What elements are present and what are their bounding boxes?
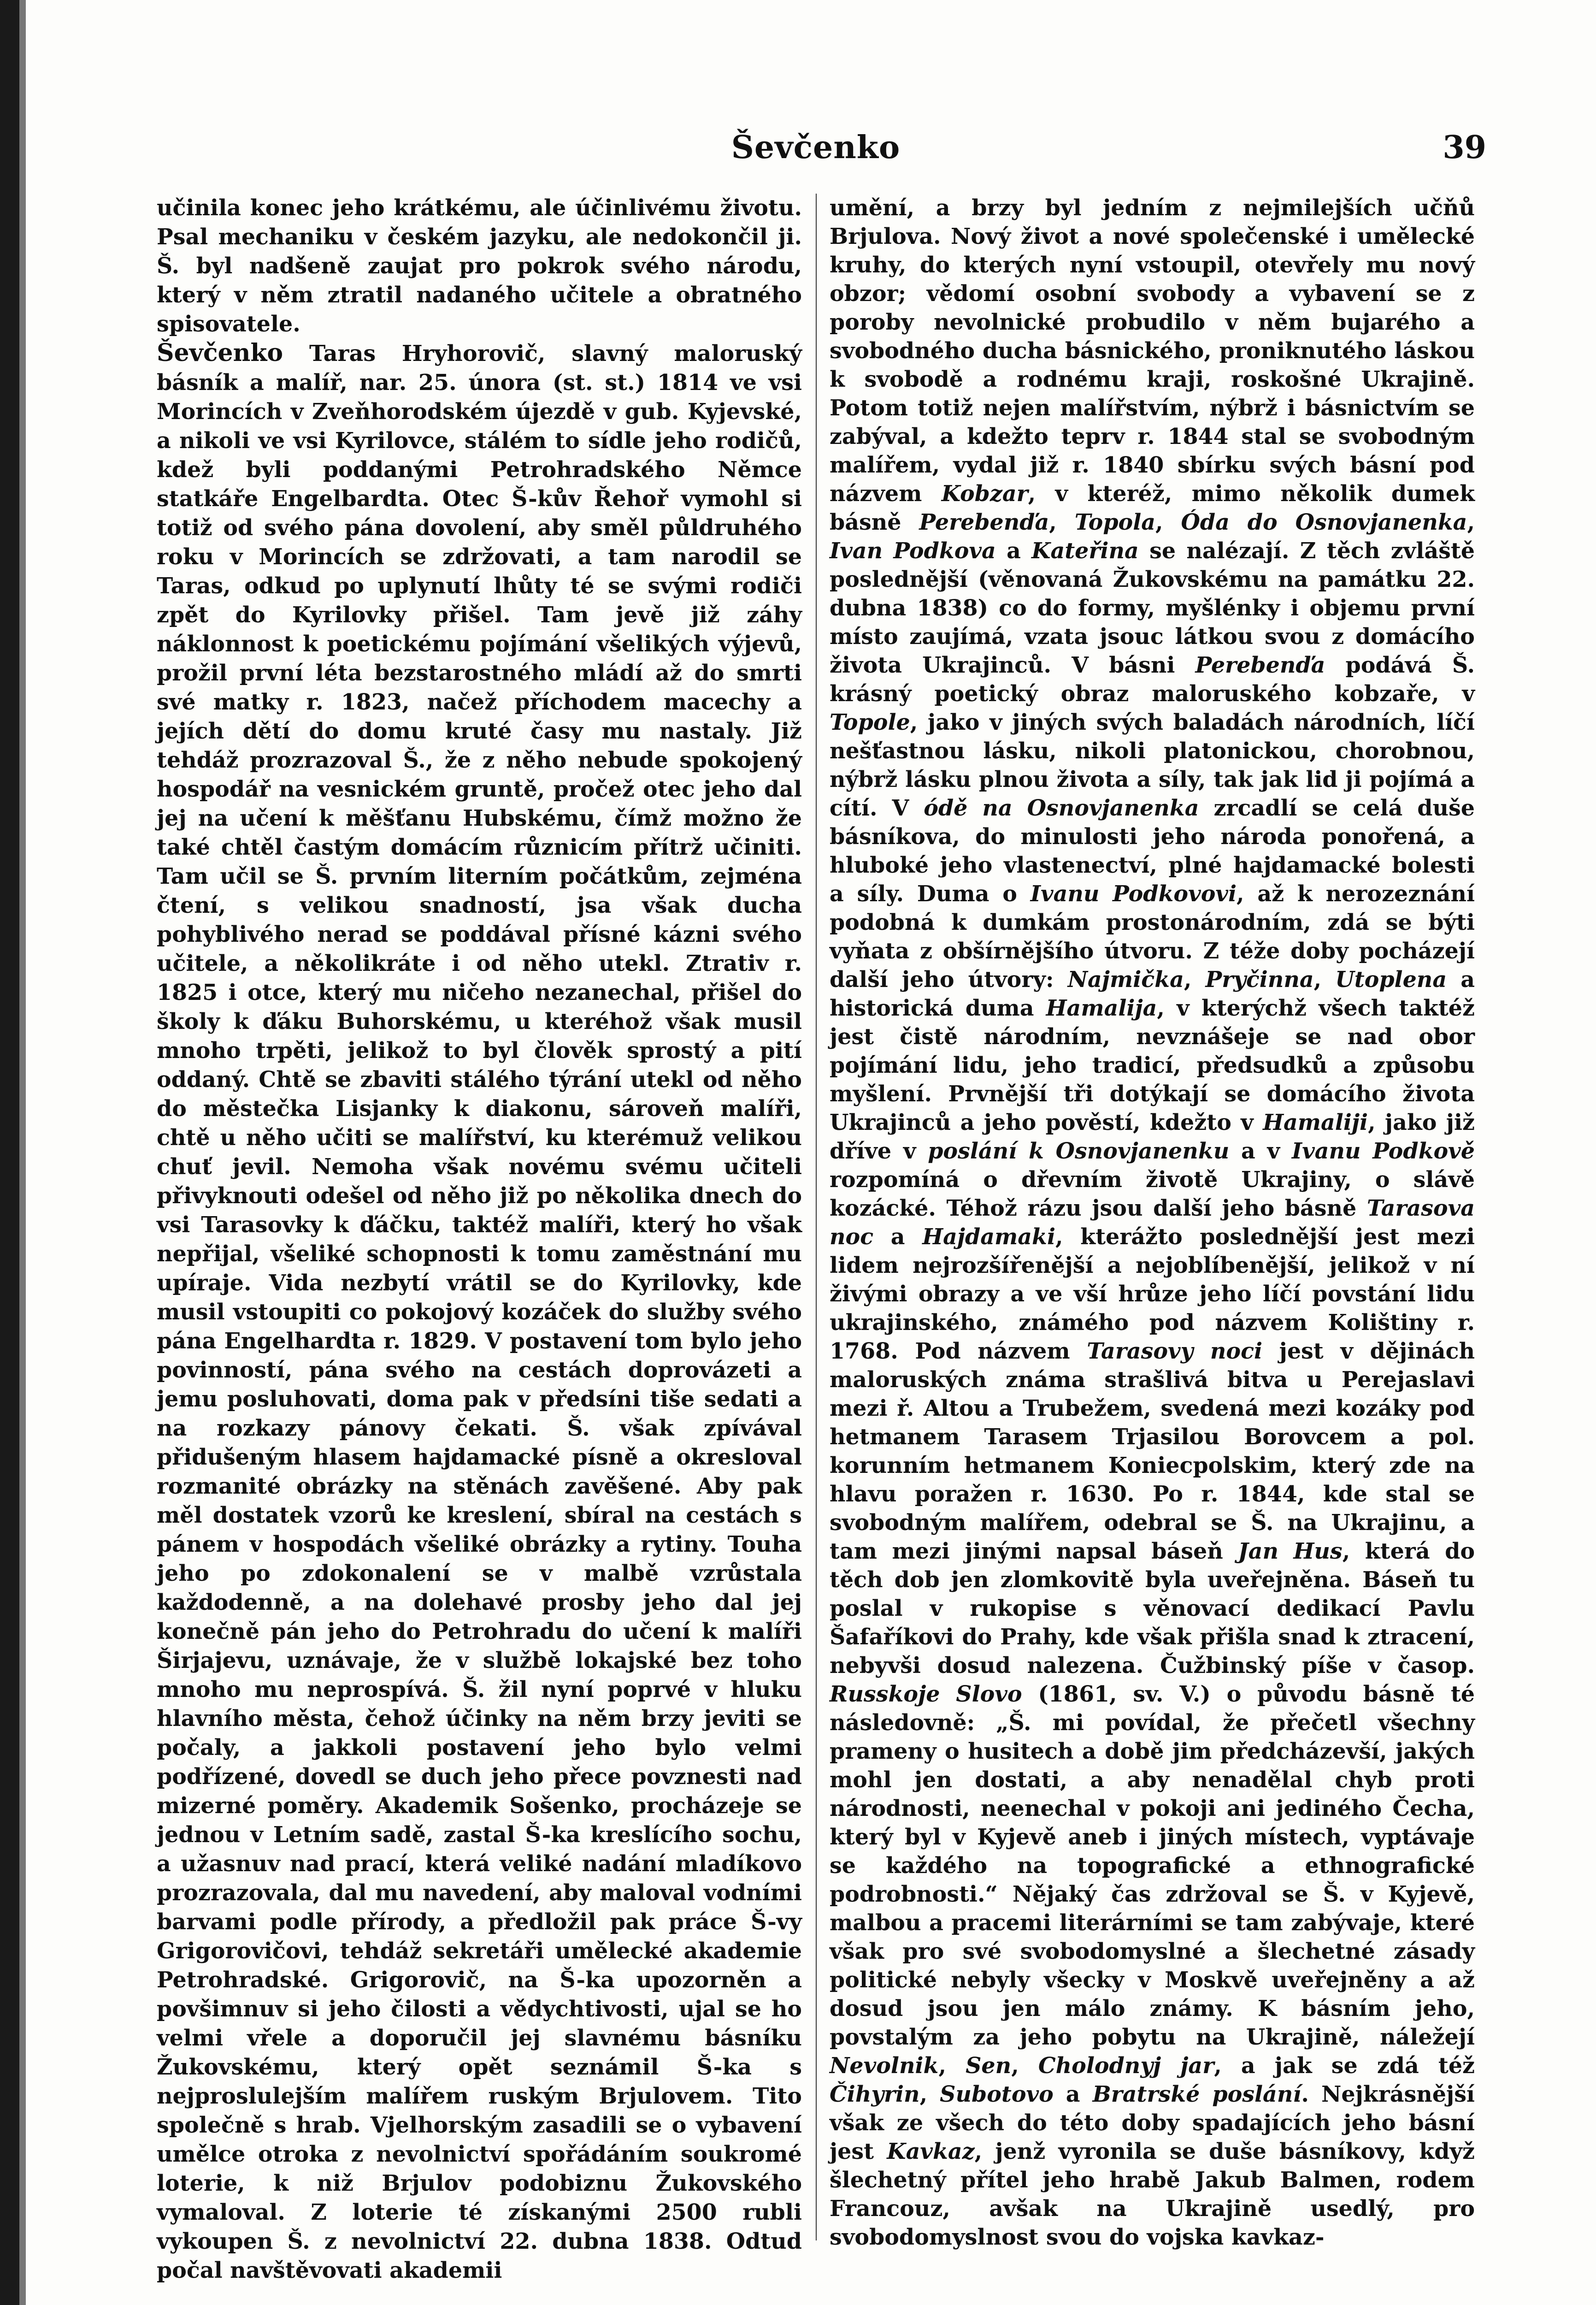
title-ivanu-podkove: Ivanu Podkově bbox=[1291, 1138, 1475, 1164]
text-run: zrcadlí se celá duše básníkova, do minulosti jeho národa ponořená, a hluboké jeho vlastenectví, plné hajdamacké bolesti a síly. Duma o bbox=[830, 795, 1475, 907]
text-columns bbox=[157, 194, 1475, 2283]
text-run: a historická duma bbox=[830, 967, 1475, 1021]
text-run: jest v dějinách maloruských známa strašlivá bitva u Perejaslavi mezi ř. Altou a Trubežem, svedená mezi kozáky pod hetmanem Tarasem Trjasilou Borovcem a pol. korunním hetmanem Koniecpolskim, který zde na hlavu poražen r. 1630. Po r. 1844, kde stal se svobodným malířem, odebral se Š. na Ukrajinu, a tam mezi jinými napsal báseň bbox=[830, 1338, 1475, 1564]
scan-binding-shadow bbox=[19, 0, 26, 2305]
title-ivanu-podkovovi: Ivanu Podkovovi bbox=[1030, 881, 1237, 907]
text-run: , bbox=[1049, 509, 1075, 535]
page-number: 39 bbox=[1443, 129, 1486, 166]
text-run: , bbox=[1313, 967, 1336, 993]
text-run: , bbox=[1467, 509, 1475, 535]
text-run: rozpomíná o dřevním životě Ukrajiny, o slávě kozácké. Téhož rázu jsou další jeho básně bbox=[830, 1167, 1475, 1221]
text-run: , v kteréž, mimo několik dumek básně bbox=[830, 481, 1475, 535]
text-run: a v bbox=[1229, 1138, 1292, 1164]
text-run: (1861, sv. V.) o původu básně té následovně: „Š. mi povídal, že přečetl všechny prameny o husitech a době jim předcházevší, jakých mohl jen dostati, a aby nenadělal chyb proti národnosti, neenechal v pokoji ani jediného Čecha, který byl v Kyjevě aneb i jiných místech, vyptávaje se každého na topografické a ethnografické podrobnosti.“ Nějaký čas zdržoval se Š. v Kyjevě, malbou a pracemi literárními se tam zabývaje, které však pro své svobodomyslné a šlechetné zásady politické nebyly všecky v Moskvě uveřejněny a až dosud jsou jen málo známy. K básním jeho, povstalým za jeho pobytu na Ukrajině, náležejí bbox=[830, 1681, 1475, 2050]
paragraph-continuation bbox=[157, 194, 802, 339]
title-tarasovy-noci: Tarasovy noci bbox=[1087, 1338, 1263, 1364]
text-run: , jenž vyronila se duše básníkovy, když šlechetný přítel jeho hrabě Jakub Balmen, rodem Francouz, avšak na Ukrajině usedlý, pro svobodomyslnost svou do vojska kavkaz- bbox=[830, 2139, 1475, 2250]
page bbox=[157, 106, 1486, 2283]
title-kobzar: Kobzar bbox=[941, 481, 1028, 507]
entry-sevcenko bbox=[157, 339, 802, 2285]
title-ivan-podkova: Ivan Podkova bbox=[830, 538, 996, 564]
text-run: . Nejkrásnější však ze všech do této doby spadajících jeho básní jest bbox=[830, 2081, 1475, 2164]
title-nevolnik: Nevolnik bbox=[830, 2053, 939, 2079]
title-kavkaz: Kavkaz bbox=[887, 2139, 975, 2164]
page-title: Ševčenko bbox=[731, 129, 901, 166]
scan-binding-edge bbox=[0, 0, 19, 2305]
text-run: , jako v jiných svých baladách národních, líčí nešťastnou lásku, nikoli platonickou, chorobnou, nýbrž lásku plnou života a síly, tak jak lid ji pojímá a cítí. V bbox=[830, 709, 1475, 821]
title-bratrske-poslani: Bratrské poslání bbox=[1092, 2081, 1302, 2107]
running-head bbox=[157, 129, 1486, 180]
entry-body: Taras Hryhorovič, slavný maloruský básník a malíř, nar. 25. února (st. st.) 1814 ve vsi Morincích v Zveňhorodském újezdě v gub. Kyjevské, a nikoli ve vsi Kyrilovce, stálém to sídle jeho rodičů, kdež byli poddanými Petrohradského Němce statkáře Engelbardta. Otec Š-kův Řehoř vymohl si totiž od svého pána dovolení, aby směl půldruhého roku v Morincích se zdržovati, a tam narodil se Taras, odkud po uplynutí lhůty té se svými rodiči zpět do Kyrilovky přišel. Tam jevě již záhy náklonnost k poetickému pojímání všelikých výjevů, prožil první léta bezstarostného mládí až do smrti své matky r. 1823, načež příchodem macechy a jejích dětí do domu kruté časy mu nastaly. Již tehdáž prozrazoval Š., že z něho nebude spokojený hospodář na vesnickém gruntě, pročež otec jeho dal jej na učení k měšťanu Hubskému, čímž možno že také chtěl častým domácím různicím přítrž učiniti. Tam učil se Š. prvním literním počátkům, zejména čtení, s velikou snadností, jsa však ducha pohyblivého nerad se poddával přísné kázni svého učitele, a několikráte i od něho utekl. Ztrativ r. 1825 i otce, který mu ničeho nezanechal, přišel do školy k ďáku Buhorskému, u kteréhož však musil mnoho trpěti, jelikož to byl člověk sprostý a pití oddaný. Chtě se zbaviti stálého týrání utekl od něho do městečka Lisjanky k diakonu, sároveň malíři, chtě u něho učiti se malířství, ku kterémuž velikou chuť jevil. Nemoha však novému svému učiteli přivyknouti odešel od něho již po několika dnech do vsi Tarasovky k ďáčku, taktéž malíři, který ho však nepřijal, všeliké schopnosti k tomu zaměstnání mu upíraje. Vida nezbytí vrátil se do Kyrilovky, kde musil vstoupiti co pokojový kozáček do služby svého pána Engelhardta r. 1829. V postavení tom bylo jeho povinností, pána svého na cestách doprovázeti a jemu posluhovati, doma pak v předsíni tiše sedati a na rozkazy pánovy čekati. Š. však zpívával přidušeným hlasem hajdamacké písně a okresloval rozmanité obrázky na stěnách zavěšené. Aby pak měl dostatek vzorů ke kreslení, sbíral na cestách s pánem v hospodách všeliké obrázky a rytiny. Touha jeho po zdokonalení se v malbě vzrůstala každodenně, a na dolehavé prosby jeho dal jej konečně pán jeho do Petrohradu do učení k malíři Širjajevu, uznávaje, že v službě lokajské bez toho mnoho mu neprospívá. Š. žil nyní poprvé v hluku hlavního města, čehož účinky na něm brzy jeviti se počaly, a jakkoli postavení jeho bylo velmi podřízené, dovedl se duch jeho přece povznesti nad mizerné poměry. Akademik Sošenko, procházeje se jednou v Letním sadě, zastal Š-ka kreslícího sochu, a užasnuv nad prací, která veliké nadání mladíkovo prozrazovala, dal mu navedení, aby maloval vodními barvami podle přírody, a předložil pak práce Š-vy Grigorovičovi, tehdáž sekretáři umělecké akademie Petrohradské. Grigorovič, na Š-ka upozorněn a povšimnuv si jeho čilosti a vědychtivosti, ujal se ho velmi vřele a doporučil jej slavnému básníku Žukovskému, který opět seznámil Š-ka s nejproslulejším malířem ruským Brjulovem. Tito společně s hrab. Vjelhorským zasadili se o vybavení umělce otroka z nevolnictví spořádáním soukromé loterie, k niž Brjulov podobiznu Žukovského vymaloval. Z loterie té získanými 2500 rubli vykoupen Š. z nevolnictví 22. dubna 1838. Odtud počal navštěvovati akademii bbox=[157, 341, 802, 2283]
title-poslani: poslání k Osnovjanenku bbox=[928, 1138, 1230, 1164]
title-cholodnyj-jar: Cholodnyj jar bbox=[1038, 2053, 1214, 2079]
text-run: a bbox=[1053, 2081, 1093, 2107]
title-prycinna: Pryčinna bbox=[1205, 967, 1314, 993]
text-run: , bbox=[1011, 2053, 1038, 2079]
text-run: , až k nerozeznání podobná k dumkám prostonárodním, zdá se býti vyňata z obšírnějšího útvoru. Z téže doby pocházejí další jeho útvory: bbox=[830, 881, 1475, 993]
text-run: , v kterýchž všech taktéž jest čistě národním, nevznášeje se nad obor pojímání lidu, jeho tradicí, předsudků a způsobu myšlení. Prvnější tři dotýkají se domácího života Ukrajinců a jeho pověstí, kdežto v bbox=[830, 995, 1475, 1135]
text-run: , jako již dříve v bbox=[830, 1110, 1475, 1164]
title-topola: Topola bbox=[1074, 509, 1156, 535]
title-hamalija: Hamalija bbox=[1046, 995, 1157, 1021]
title-tarasova-noc: Tarasova noc bbox=[830, 1195, 1475, 1250]
text-run: , bbox=[1184, 967, 1206, 993]
right-column bbox=[830, 194, 1475, 2250]
title-utoplena: Utoplena bbox=[1335, 967, 1447, 993]
text-run: se nalézají. Z těch zvláště poslednější (věnovaná Žukovskému na památku 22. dubna 1838) co do formy, myšlénky i objemu první místo zaujímá, vzata jsouc látkou svou z domácího života Ukrajinců. V básni bbox=[830, 538, 1475, 678]
text-run: , bbox=[1155, 509, 1181, 535]
title-perebenda: Perebenďa bbox=[919, 509, 1049, 535]
title-subotovo: Subotovo bbox=[940, 2081, 1054, 2107]
text-run: , kterážto poslednější jest mezi lidem nejrozšířenější a nejoblíbenější, jelikož v ní živými obrazy a ve vší hrůze jeho líčí povstání lidu ukrajinského, známého pod názvem Kolištiny r. 1768. Pod názvem bbox=[830, 1224, 1475, 1364]
column-divider bbox=[816, 194, 817, 2240]
title-sen: Sen bbox=[966, 2053, 1012, 2079]
title-najmicka: Najmička bbox=[1067, 967, 1184, 993]
title-katerina: Kateřina bbox=[1031, 538, 1139, 564]
text-run: , bbox=[938, 2053, 966, 2079]
title-oda: Óda do Osnovjanenka bbox=[1181, 509, 1467, 535]
title-hamaliji: Hamaliji bbox=[1263, 1110, 1368, 1135]
paragraph-text: učinila konec jeho krátkému, ale účinlivému životu. Psal mechaniku v českém jazyku, ale nedokončil ji. Š. byl nadšeně zaujat pro pokrok svého národu, který v něm ztratil nadaného učitele a obratného spisovatele. bbox=[157, 195, 802, 337]
text-run: podává Š. krásný poetický obraz maloruského kobzaře, v bbox=[830, 652, 1475, 707]
title-topole: Topole bbox=[830, 709, 910, 735]
title-jan-hus: Jan Hus bbox=[1238, 1538, 1343, 1564]
title-hajdamaki: Hajdamaki bbox=[922, 1224, 1056, 1250]
text-run: a bbox=[995, 538, 1032, 564]
entry-continuation bbox=[830, 194, 1475, 2252]
text-run: , která do těch dob jen zlomkovitě byla uveřejněna. Báseň tu poslal v rukopise s věnovací dedikací Pavlu Šafaříkovi do Prahy, kde však přišla snad k ztracení, nebyvši dosud nalezena. Čužbinský píše v časop. bbox=[830, 1538, 1475, 1679]
title-cihyrin: Čihyrin bbox=[830, 2081, 920, 2107]
text-run: , a jak se zdá též bbox=[1214, 2053, 1475, 2079]
text-run: umění, a brzy byl jedním z nejmilejších učňů Brjulova. Nový život a nové společenské i umělecké kruhy, do kterých nyní vstoupil, otevřely mu nový obzor; vědomí osobní svobody a vybavení se z poroby nevolnické probudilo v něm bujarého a svobodného ducha básnického, proniknutého láskou k svobodě a rodnému kraji, roskošné Ukrajině. Potom totiž nejen malířstvím, nýbrž i básnictvím se zabýval, a kdežto teprv r. 1844 stal se svobodným malířem, vydal již r. 1840 sbírku svých básní pod názvem bbox=[830, 195, 1475, 507]
entry-headword: Ševčenko bbox=[157, 339, 283, 367]
text-run: a bbox=[873, 1224, 923, 1250]
title-ode: ódě na Osnovjanenka bbox=[924, 795, 1199, 821]
text-run: , bbox=[919, 2081, 940, 2107]
title-perebenda: Perebenďa bbox=[1195, 652, 1325, 678]
title-russkoje-slovo: Russkoje Slovo bbox=[830, 1681, 1022, 1707]
left-column bbox=[157, 194, 802, 2283]
